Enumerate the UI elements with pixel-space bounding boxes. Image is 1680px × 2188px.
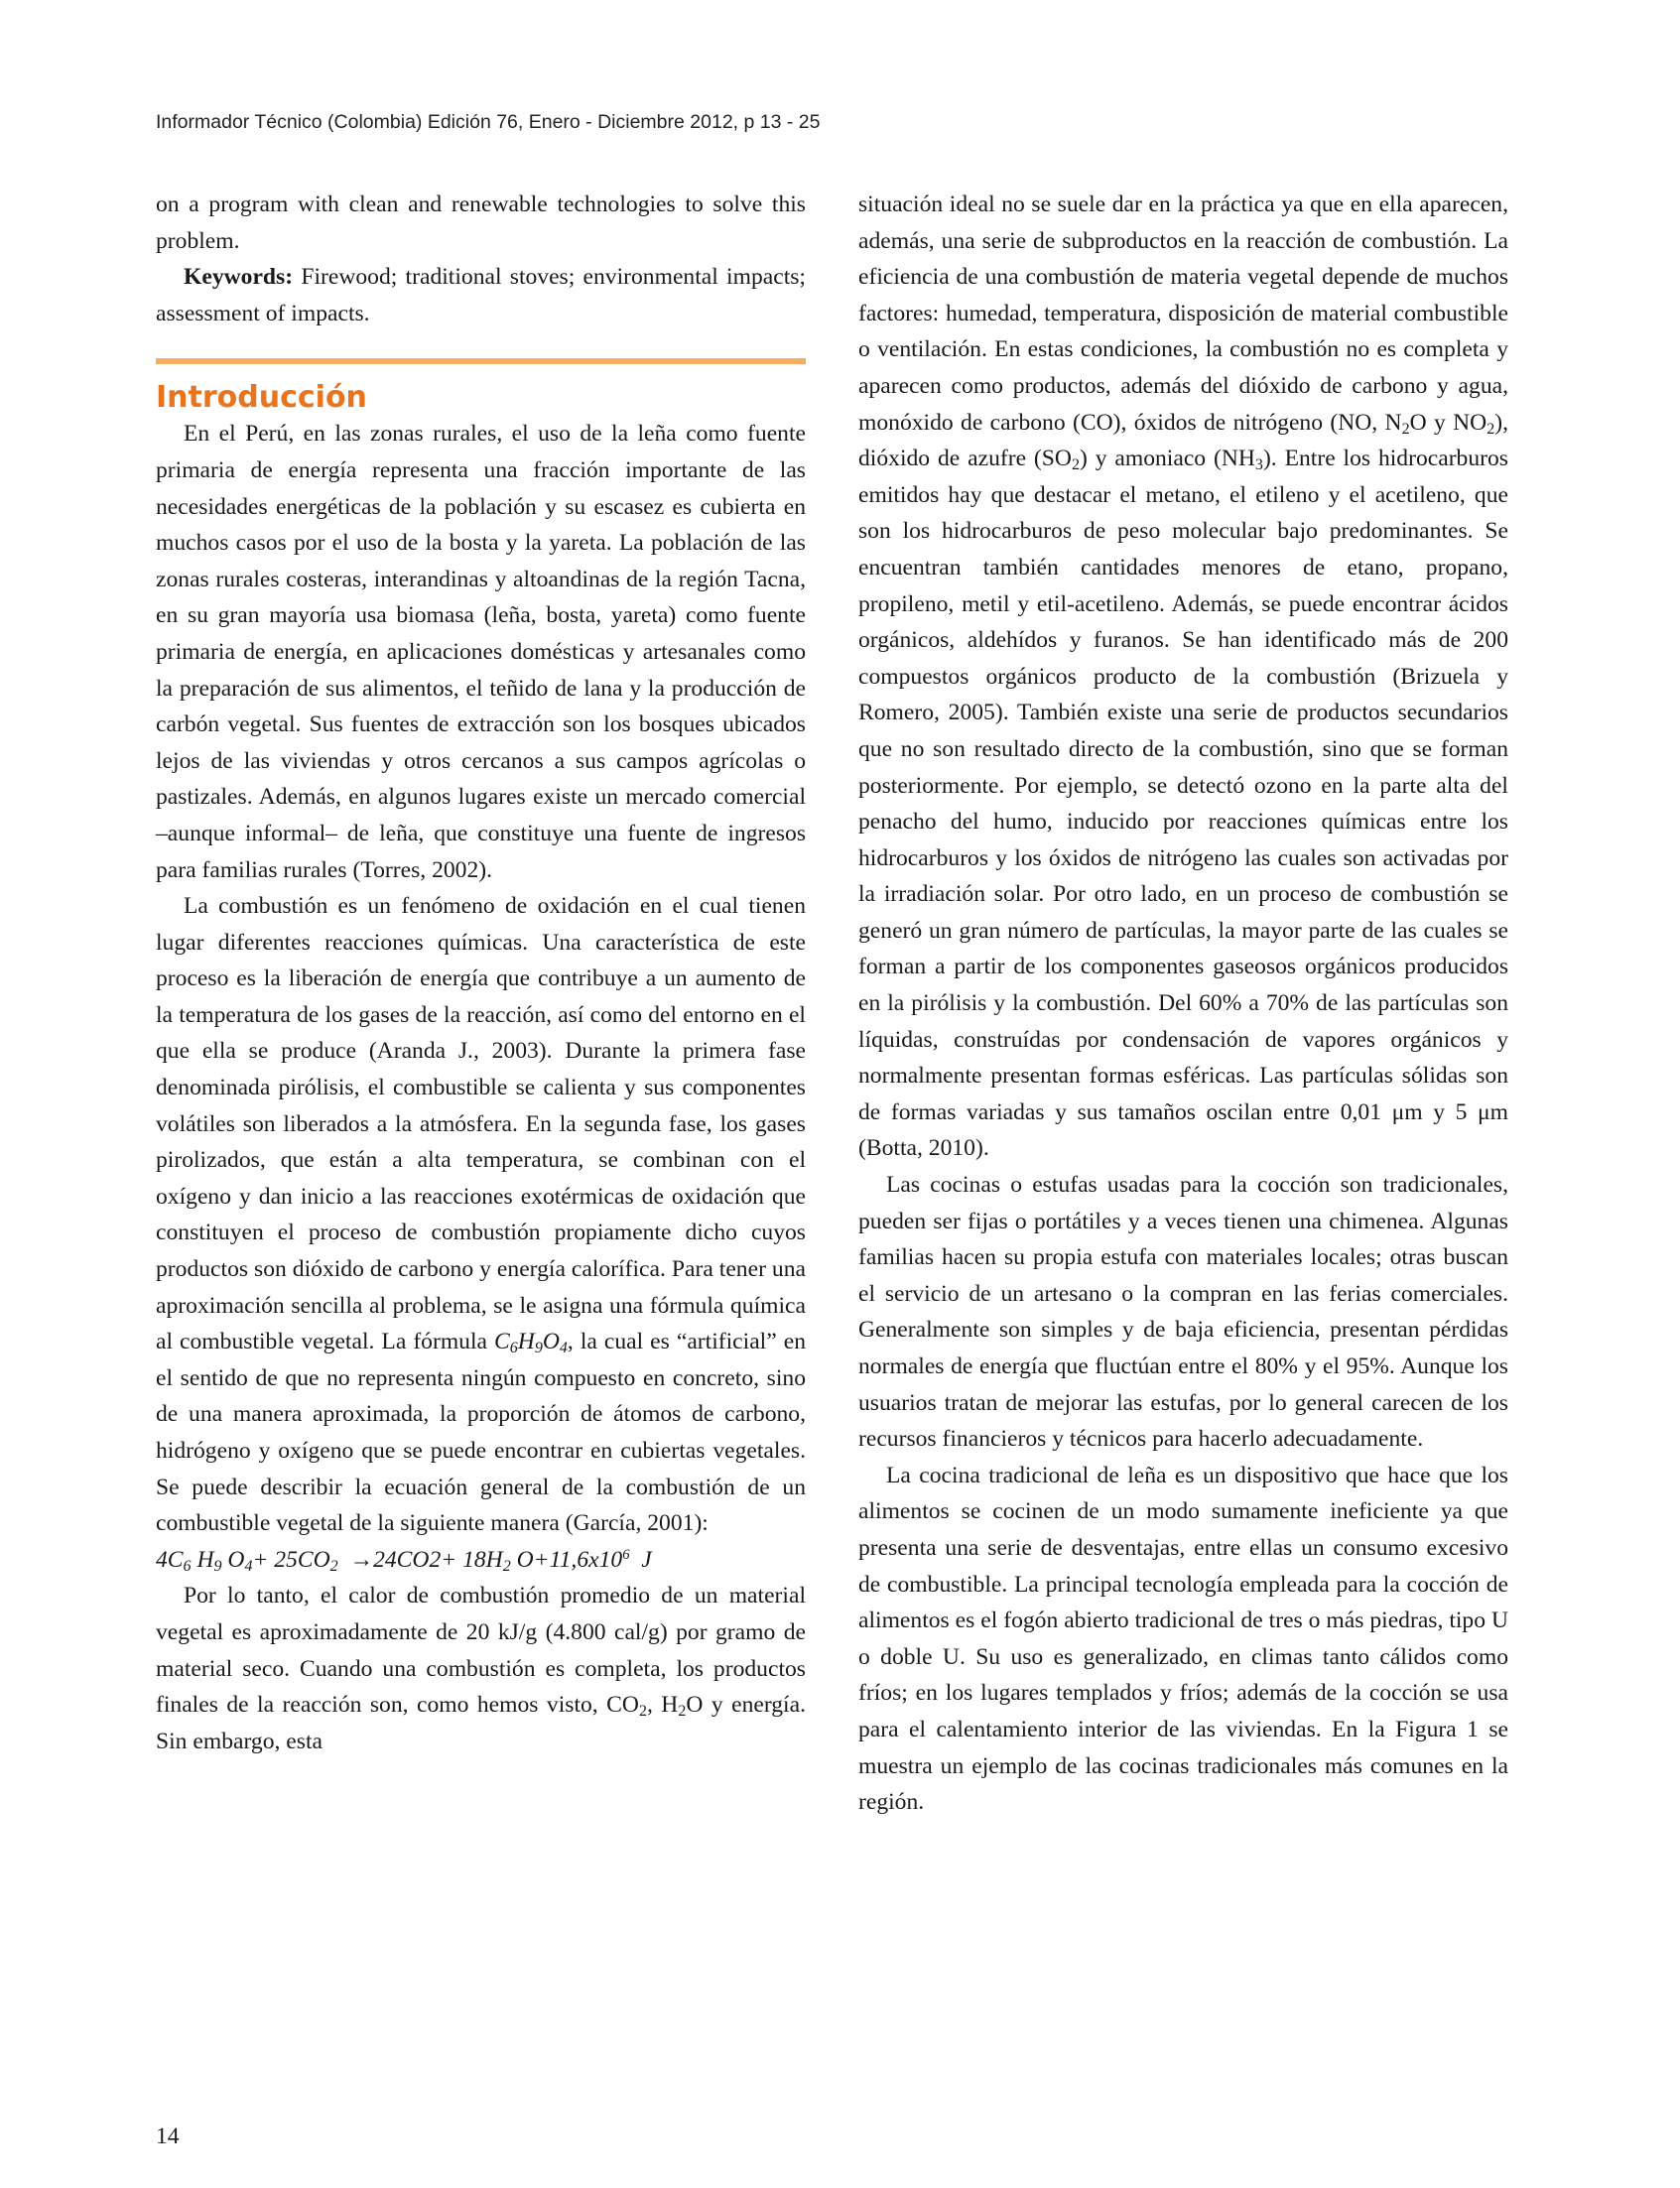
continued-paragraph-part-c: ), dióxido de azufre (SO bbox=[858, 409, 1508, 472]
continued-paragraph-part-b: O y NO bbox=[1409, 409, 1487, 436]
continued-paragraph-part-a: situación ideal no se suele dar en la práctica ya que en ella aparecen, además, una serie de subproductos en la reacción de combustión. La eficiencia de una combustión de materia vegetal depende de muchos factores: humedad, temperatura, disposición de material combustible o ventilación. En estas condiciones, la combustión no es completa y aparecen como productos, además del dióxido de carbono y agua, monóxido de carbono (CO), óxidos de nitrógeno (NO, N bbox=[858, 192, 1508, 436]
combustion-equation: $4C_6$ $H_9$ $O_4+ 25CO_2 \to 24CO2+ 18H_2$ $O+11,6x10^6$ J bbox=[156, 1546, 652, 1575]
running-head: Informador Técnico (Colombia) Edición 76, Enero - Diciembre 2012, p 13 - 25 bbox=[156, 111, 821, 133]
page-number: 14 bbox=[156, 2124, 180, 2149]
intro-paragraph-3-part-a: Por lo tanto, el calor de combustión promedio de un material vegetal es aproximadamente de 20 kJ/g (4.800 cal/g) por gramo de material seco. Cuando una combustión es completa, los productos finales de la reacción son, como hemos visto, CO bbox=[156, 1583, 806, 1719]
intro-paragraph-1: En el Perú, en las zonas rurales, el uso de la leña como fuente primaria de energía representa una fracción importante de las necesidades energéticas de la población y su escasez es cubierta en muchos casos por el uso de la bosta y la yareta. La población de las zonas rurales costeras, interandinas y altoandinas de la región Tacna, en su gran mayoría usa biomasa (leña, bosta, yareta) como fuente primaria de energía, en aplicaciones domésticas y artesanales como la preparación de sus alimentos, el teñido de lana y la producción de carbón vegetal. Sus fuentes de extracción son los bosques ubicados lejos de las viviendas y otros cercanos a sus campos agrícolas o pastizales. Además, en algunos lugares existe un mercado comercial –aunque informal– de leña, que constituye una fuente de ingresos para familias rurales (Torres, 2002). bbox=[156, 421, 806, 883]
intro-paragraph-3: Por lo tanto, el calor de combustión promedio de un material vegetal es aproximadamente de 20 kJ/g (4.800 cal/g) por gramo de material seco. Cuando una combustión es completa, los productos finales de la reacción son, como hemos visto, $CO_2$, $H_2O$ y energía. Sin embargo, esta bbox=[156, 1583, 806, 1754]
intro-paragraph-2 bbox=[156, 888, 806, 1542]
intro-paragraph-2-part-a: La combustión es un fenómeno de oxidación en el cual tienen lugar diferentes reacciones químicas. Una característica de este proceso es la liberación de energía que contribuye a un aumento de la temperatura de los gases de la reacción, así como del entorno en el que ella se produce (Aranda J., 2003). Durante la primera fase denominada pirólisis, el combustible se calienta y sus componentes volátiles son liberados a la atmósfera. En la segunda fase, los gases pirolizados, que están a alta temperatura, se combinan con el oxígeno y dan inicio a las reacciones exotérmicas de oxidación que constituyen el proceso de combustión propiamente dicho cuyos productos son dióxido de carbono y energía calorífica. Para tener una aproximación sencilla al problema, se le asigna una fórmula química al combustible vegetal. La fórmula bbox=[156, 893, 806, 1355]
intro-paragraph-2-part-b: , la cual es “artificial” en el sentido de que no representa ningún compuesto en concreto, sino de una manera aproximada, la proporción de átomos de carbono, hidrógeno y oxígeno que se puede encontrar en cubiertas vegetales. Se puede describir la ecuación general de la combustión de un combustible vegetal de la siguiente manera (García, 2001): bbox=[156, 1329, 806, 1537]
inline-formula: $C_6H_9O_4$ bbox=[494, 1329, 568, 1357]
continued-paragraph: situación ideal no se suele dar en la práctica ya que en ella aparecen, además, una serie de subproductos en la reacción de combustión. La eficiencia de una combustión de materia vegetal depende de muchos factores: humedad, temperatura, disposición de material combustible o ventilación. En estas condiciones, la combustión no es completa y aparecen como productos, además del dióxido de carbono y agua, monóxido de carbono (CO), óxidos de nitrógeno (NO, $N_2O$ y $NO_2$), dióxido de azufre $(SO_2)$ y amoniaco $(NH_3)$. Entre los hidrocarburos emitidos hay que destacar el metano, el etileno y el acetileno, que son los hidrocarburos de peso molecular bajo predominantes. Se encuentran también cantidades menores de etano, propano, propileno, metil y etil-acetileno. Además, se puede encontrar ácidos orgánicos, aldehídos y furanos. Se han identificado más de 200 compuestos orgánicos producto de la combustión (Brizuela y Romero, 2005). También existe una serie de productos secundarios que no son resultado directo de la combustión, sino que se forman posteriormente. Por ejemplo, se detectó ozono en la parte alta del penacho del humo, inducido por reacciones químicas entre los hidrocarburos y los óxidos de nitrógeno las cuales son activadas por la irradiación solar. Por otro lado, en un proceso de combustión se generó un gran número de partículas, la mayor parte de las cuales se forman a partir de los componentes gaseosos orgánicos producidos en la pirólisis y la combustión. Del 60% a 70% de las partículas son líquidas, construídas por condensación de vapores orgánicos y normalmente presentan formas esféricas. Las partículas sólidas son de formas variadas y sus tamaños oscilan entre 0,01 μm y 5 μm (Botta, 2010). bbox=[858, 192, 1508, 1162]
section-divider bbox=[156, 358, 806, 364]
continued-paragraph-part-e: ). Entre los hidrocarburos emitidos hay que destacar el metano, el etileno y el acetileno, que son los hidrocarburos de peso molecular bajo predominantes. Se encuentran también cantidades menores de etano, propano, propileno, metil y etil-acetileno. Además, se puede encontrar ácidos orgánicos, aldehídos y furanos. Se han identificado más de 200 compuestos orgánicos producto de la combustión (Brizuela y Romero, 2005). También existe una serie de productos secundarios que no son resultado directo de la combustión, sino que se forman posteriormente. Por ejemplo, se detectó ozono en la parte alta del penacho del humo, inducido por reacciones químicas entre los hidrocarburos y los óxidos de nitrógeno las cuales son activadas por la irradiación solar. Por otro lado, en un proceso de combustión se generó un gran número de partículas, la mayor parte de las cuales se forman a partir de los componentes gaseosos orgánicos producidos en la pirólisis y la combustión. Del 60% a 70% de las partículas son líquidas, construídas por condensación de vapores orgánicos y normalmente presentan formas esféricas. Las partículas sólidas son de formas variadas y sus tamaños oscilan entre 0,01 μm y 5 μm (Botta, 2010). bbox=[858, 446, 1508, 1162]
keywords-text: Firewood; traditional stoves; environmental impacts; assessment of impacts. bbox=[156, 264, 806, 326]
intro-paragraph-3-part-b: , H bbox=[646, 1692, 679, 1719]
traditional-cooker-paragraph: La cocina tradicional de leña es un dispositivo que hace que los alimentos se cocinen de un modo sumamente ineficiente ya que presenta una serie de desventajas, entre ellas un consumo excesivo de combustible. La principal tecnología empleada para la cocción de alimentos es el fogón abierto tradicional de tres o más piedras, tipo U o doble U. Su uso es generalizado, en climas tanto cálidos como fríos; en los lugares templados y fríos; además de la cocción se usa para el calentamiento interior de las viviendas. En la Figura 1 se muestra un ejemplo de las cocinas tradicionales más comunes en la región. bbox=[858, 1462, 1508, 1816]
right-column bbox=[858, 187, 1508, 1821]
stoves-paragraph: Las cocinas o estufas usadas para la cocción son tradicionales, pueden ser fijas o portátiles y a veces tienen una chimenea. Algunas familias hacen su propia estufa con materiales locales; otras buscan el servicio de un artesano o la compran en las ferias comerciales. Generalmente son simples y de baja eficiencia, presentan pérdidas normales de energía que fluctúan entre el 80% y el 95%. Aunque los usuarios tratan de mejorar las estufas, por lo general carecen de los recursos financieros y técnicos para hacerlo adecuadamente. bbox=[858, 1172, 1508, 1453]
intro-paragraph-3-part-c: O y energía. Sin embargo, esta bbox=[156, 1692, 806, 1754]
section-heading-introduccion: Introducción bbox=[156, 380, 367, 416]
keywords-paragraph bbox=[156, 259, 806, 331]
abstract-tail: on a program with clean and renewable technologies to solve this problem. bbox=[156, 192, 806, 254]
continued-paragraph-part-d: ) y amoniaco (NH bbox=[1079, 446, 1255, 472]
keywords-label: Keywords: bbox=[184, 264, 294, 291]
left-column bbox=[156, 187, 806, 1759]
